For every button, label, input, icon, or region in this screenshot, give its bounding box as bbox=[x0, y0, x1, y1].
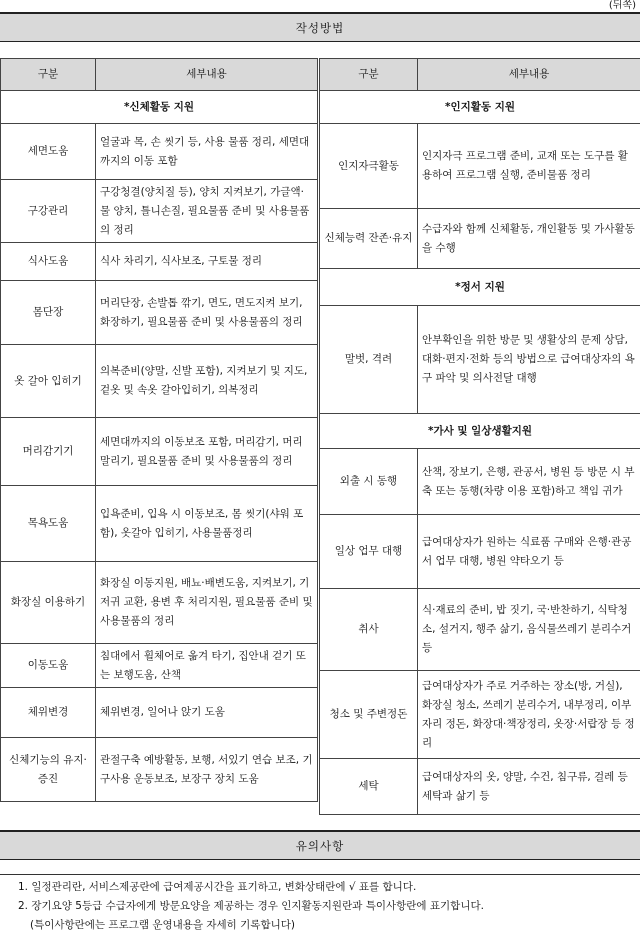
notes-title: 유의사항 bbox=[295, 839, 345, 853]
row-label: 식사도움 bbox=[1, 243, 96, 281]
note-item: 2. 장기요양 5등급 수급자에게 방문요양을 제공하는 경우 인지활동지원란과 특이사항란에 표기합니다. bbox=[18, 900, 484, 912]
notes-list bbox=[0, 874, 640, 935]
row-label: 몸단장 bbox=[1, 281, 96, 345]
row-label: 외출 시 동행 bbox=[320, 449, 418, 515]
row-text: 의복준비(양말, 신발 포함), 지켜보기 및 지도, 겉옷 및 속옷 갈아입히기, 의복정리 bbox=[96, 345, 318, 418]
section-title-bar bbox=[0, 12, 640, 42]
notes-title-bar bbox=[0, 830, 640, 860]
row-text: 급여대상자가 원하는 식료품 구매와 은행·관공서 업무 대행, 병원 약타오기 등 bbox=[418, 515, 640, 589]
row-label: 구강관리 bbox=[1, 180, 96, 243]
row-label: 신체기능의 유지·증진 bbox=[1, 738, 96, 802]
row-label: 취사 bbox=[320, 589, 418, 671]
row-text: 체위변경, 일어나 앉기 도움 bbox=[96, 688, 318, 738]
row-text: 머리단장, 손발톱 깎기, 면도, 면도지켜 보기, 화장하기, 필요물품 준비 및 사용물품의 정리 bbox=[96, 281, 318, 345]
section-title: 작성방법 bbox=[295, 21, 345, 35]
row-text: 급여대상자가 주로 거주하는 장소(방, 거실), 화장실 청소, 쓰레기 분리수거, 내부정리, 이부자리 정돈, 화장대·책장정리, 옷장·서랍장 등 정리 bbox=[418, 671, 640, 759]
row-text: 식사 차리기, 식사보조, 구토물 정리 bbox=[96, 243, 318, 281]
row-label: 세탁 bbox=[320, 759, 418, 815]
row-label: 일상 업무 대행 bbox=[320, 515, 418, 589]
right-header-category: 구분 bbox=[320, 59, 418, 91]
row-label: 옷 갈아 입히기 bbox=[1, 345, 96, 418]
household-section-title: *가사 및 일상생활지원 bbox=[320, 414, 640, 449]
cognitive-section-title: *인지활동 지원 bbox=[320, 91, 640, 124]
left-header-detail: 세부내용 bbox=[96, 59, 318, 91]
row-label: 세면도움 bbox=[1, 124, 96, 180]
row-text: 식·재료의 준비, 밥 짓기, 국·반찬하기, 식탁청소, 설거지, 행주 삶기, 음식물쓰레기 분리수거 등 bbox=[418, 589, 640, 671]
row-label: 인지자극활동 bbox=[320, 124, 418, 209]
right-header-detail: 세부내용 bbox=[418, 59, 640, 91]
row-label: 화장실 이용하기 bbox=[1, 562, 96, 644]
row-label: 머리감기기 bbox=[1, 418, 96, 486]
row-label: 이동도움 bbox=[1, 644, 96, 688]
note-item: (특이사항란에는 프로그램 운영내용을 자세히 기록합니다) bbox=[30, 919, 295, 931]
row-text: 산책, 장보기, 은행, 관공서, 병원 등 방문 시 부축 또는 동행(차량 이용 포함)하고 책임 귀가 bbox=[418, 449, 640, 515]
note-item: 1. 일정관리란, 서비스제공란에 급여제공시간을 표기하고, 변화상태란에 √ 표를 합니다. bbox=[18, 881, 417, 893]
emotional-section-title: *정서 지원 bbox=[320, 269, 640, 306]
row-text: 안부확인을 위한 방문 및 생활상의 문제 상담, 대화·편지·전화 등의 방법으로 급여대상자의 욕구 파악 및 의사전달 대행 bbox=[418, 306, 640, 414]
row-label: 목욕도움 bbox=[1, 486, 96, 562]
left-header-category: 구분 bbox=[1, 59, 96, 91]
row-text: 인지자극 프로그램 준비, 교재 또는 도구를 활용하여 프로그램 실행, 준비물품 정리 bbox=[418, 124, 640, 209]
row-text: 관절구축 예방활동, 보행, 서있기 연습 보조, 기구사용 운동보조, 보장구 장치 도움 bbox=[96, 738, 318, 802]
row-label: 청소 및 주변정돈 bbox=[320, 671, 418, 759]
row-text: 침대에서 휠체어로 옮겨 타기, 집안내 걷기 또는 보행도움, 산책 bbox=[96, 644, 318, 688]
row-label: 체위변경 bbox=[1, 688, 96, 738]
row-text: 화장실 이동지원, 배뇨·배변도움, 지켜보기, 기저귀 교환, 용변 후 처리지원, 필요물품 준비 및 사용물품의 정리 bbox=[96, 562, 318, 644]
row-label: 말벗, 격려 bbox=[320, 306, 418, 414]
row-text: 입욕준비, 입욕 시 이동보조, 몸 씻기(샤워 포함), 옷갈아 입히기, 사용물품정리 bbox=[96, 486, 318, 562]
page-label: (뒤쪽) bbox=[608, 0, 636, 11]
row-text: 수급자와 함께 신체활동, 개인활동 및 가사활동을 수행 bbox=[418, 209, 640, 269]
row-text: 세면대까지의 이동보조 포함, 머리감기, 머리 말리기, 필요물품 준비 및 사용물품의 정리 bbox=[96, 418, 318, 486]
right-table bbox=[319, 58, 640, 815]
row-label: 신체능력 잔존·유지 bbox=[320, 209, 418, 269]
left-table bbox=[0, 58, 318, 802]
row-text: 구강청결(양치질 등), 양치 지켜보기, 가글액·물 양치, 틀니손질, 필요물품 준비 및 사용물품의 정리 bbox=[96, 180, 318, 243]
row-text: 얼굴과 목, 손 씻기 등, 사용 물품 정리, 세면대까지의 이동 포함 bbox=[96, 124, 318, 180]
physical-section-title: *신체활동 지원 bbox=[1, 91, 318, 124]
row-text: 급여대상자의 옷, 양말, 수건, 침구류, 걸레 등 세탁과 삶기 등 bbox=[418, 759, 640, 815]
